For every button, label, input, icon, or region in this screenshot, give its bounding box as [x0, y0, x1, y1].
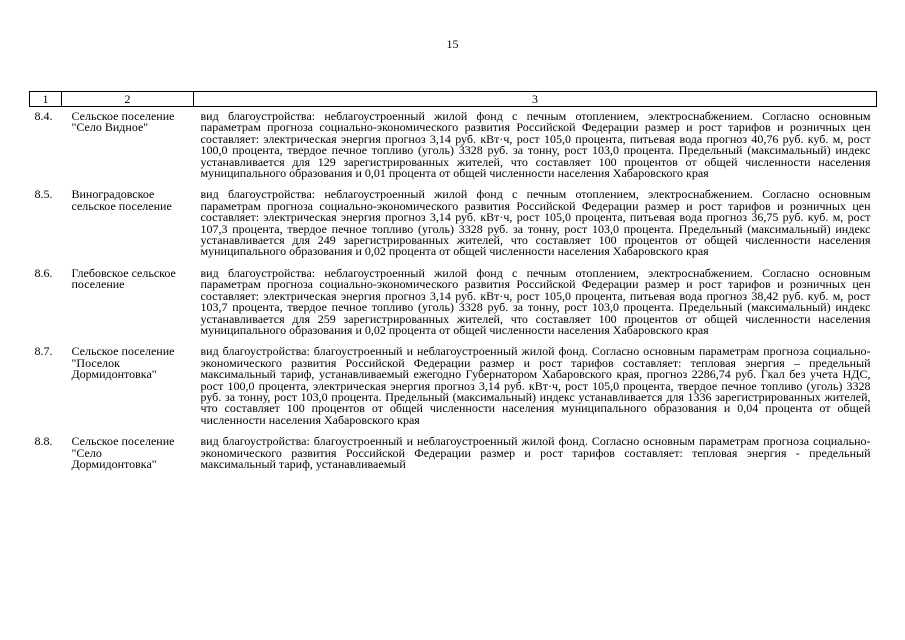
settlement-name: Глебовское сельское поселение: [71, 265, 176, 292]
settlement-name: Сельское поселение "Поселок Дормидонтовка": [71, 344, 175, 382]
column-header-settlement: 2: [62, 92, 194, 107]
row-description: вид благоустройства: благоустроенный и неблагоустроенный жилой фонд. Согласно основным параметрам прогноза социально-экономического развития Российской Федерации размер и рост тарифов составляет: тепловая энергия - предельный максимальный тариф, устанавливаемый: [200, 434, 871, 471]
row-number: 8.4.: [34, 109, 53, 123]
table-row: [30, 264, 877, 342]
table-row: [30, 107, 877, 186]
table-header-row: [30, 92, 877, 107]
page-number: 15: [446, 37, 459, 51]
row-description: вид благоустройства: неблагоустроенный жилой фонд с печным отоплением, электроснабжением. Согласно основным параметрам прогноза социально-экономического развития Российской Федерации размер и рост тарифов и розничных цен составляет: электрическая энергия прогноз 3,14 руб. кВт·ч, рост 105,0 процента, питьевая вода прогноз 36,75 руб. куб. м, рост 107,3 процента, твердое печное топливо (уголь) 3328 руб. за тонну, рост 103,0 процента. Предельный (максимальный) индекс устанавливается для 249 зарегистрированных жителей, что составляет 100 процентов от общей численности населения муниципального образования и 0,02 процента от общей численности населения Хабаровского края: [200, 187, 871, 259]
table-row: [30, 342, 877, 432]
table-row: [30, 185, 877, 263]
row-number: 8.5.: [34, 187, 53, 202]
row-number: 8.7.: [34, 344, 53, 359]
column-header-description: 3: [194, 92, 877, 107]
settlement-name: Сельское поселение "Село Видное": [71, 109, 175, 135]
tariff-table: [29, 91, 877, 476]
row-description: вид благоустройства: благоустроенный и неблагоустроенный жилой фонд. Согласно основным параметрам прогноза социально-экономического развития Российской Федерации размер и рост тарифов составляет: тепловая энергия – предельный максимальный тариф, устанавливаемый ежегодно Губернатором Хабаровского края, прогноз 2286,74 руб. Гкал без учета НДС, рост 100,0 процента, электрическая энергия прогноз 3,14 руб. кВт·ч, рост 105,0 процента, твердое печное топливо (уголь) 3328 руб. за тонну, рост 103,0 процента. Предельный (максимальный) индекс устанавливается для 1336 зарегистрированных жителей, что составляет 100 процентов от общей численности населения муниципального образования и 0,04 процента от общей численности населения Хабаровского края: [200, 344, 871, 427]
column-header-number: 1: [30, 92, 62, 107]
row-number: 8.6.: [34, 265, 53, 280]
settlement-name: Сельское поселение "Село Дормидонтовка": [71, 434, 175, 471]
settlement-name: Виноградовское сельское поселение: [71, 187, 172, 213]
row-description: вид благоустройства: неблагоустроенный жилой фонд с печным отоплением, электроснабжением. Согласно основным параметрам прогноза социально-экономического развития Российской Федерации размер и рост тарифов и розничных цен составляет: электрическая энергия прогноз 3,14 руб. кВт·ч, рост 105,0 процента, питьевая вода прогноз 40,76 руб. куб. м, рост 100,0 процента, твердое печное топливо (уголь) 3328 руб. за тонну, рост 103,0 процента. Предельный (максимальный) индекс устанавливается для 129 зарегистрированных жителей, что составляет 100 процентов от общей численности населения муниципального образования и 0,01 процента от общей численности населения Хабаровского края: [200, 109, 871, 181]
row-number: 8.8.: [34, 434, 53, 449]
row-description: вид благоустройства: неблагоустроенный жилой фонд с печным отоплением, электроснабжением. Согласно основным параметрам прогноза социально-экономического развития Российской Федерации размер и рост тарифов и розничных цен составляет: электрическая энергия прогноз 3,14 руб. кВт·ч, рост 105,0 процента, питьевая вода прогноз 38,42 руб. куб. м, рост 103,7 процента, твердое печное топливо (уголь) 3328 руб. за тонну, рост 103,0 процента. Предельный (максимальный) индекс устанавливается для 259 зарегистрированных жителей, что составляет 100 процентов от общей численности населения муниципального образования и 0,02 процента от общей численности населения Хабаровского края: [200, 265, 871, 337]
table-row: [30, 432, 877, 476]
